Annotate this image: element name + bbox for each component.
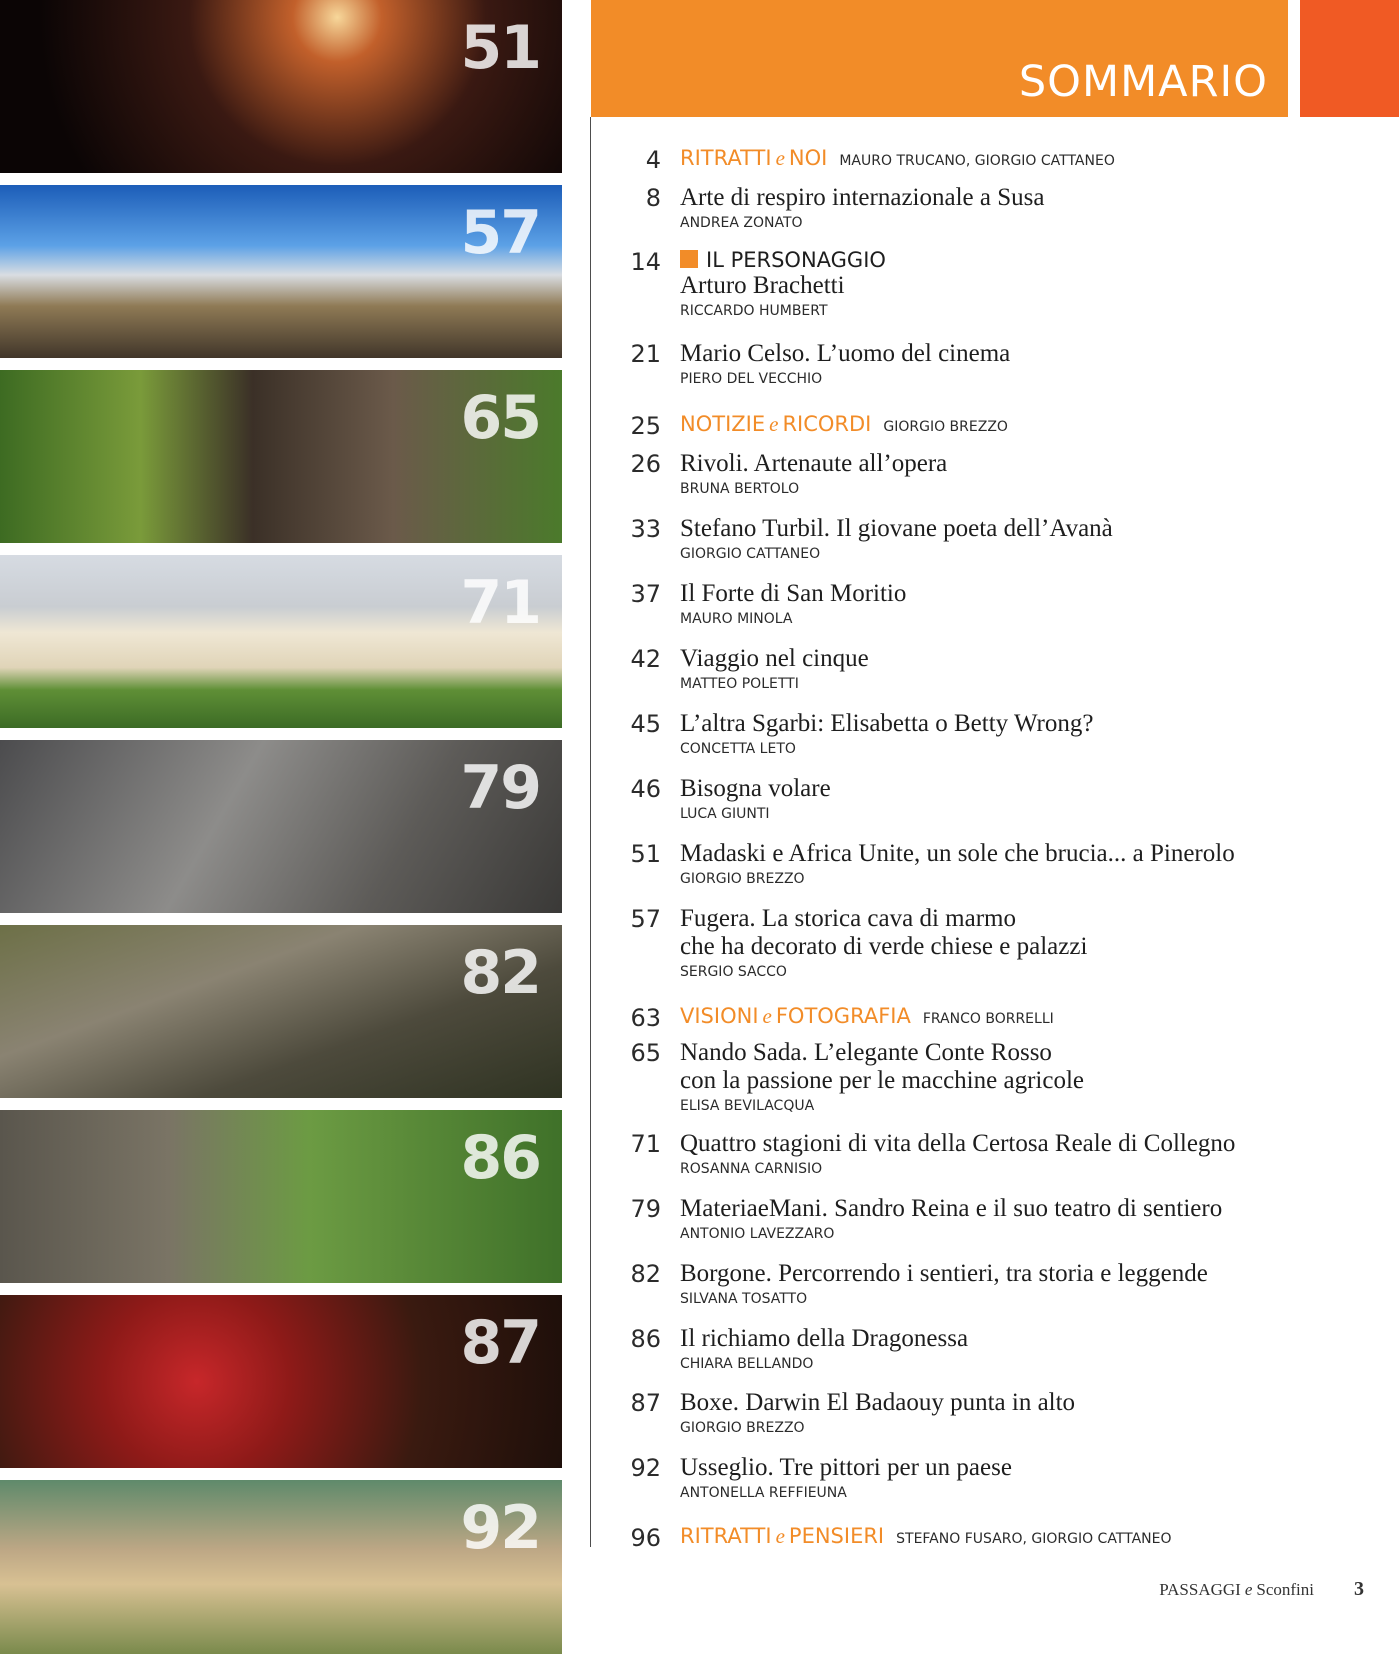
section-e: e [769, 412, 779, 436]
article-author: PIERO DEL VECCHIO [680, 371, 823, 387]
page-number: 92 [630, 1454, 661, 1482]
article-title: Fugera. La storica cava di marmo [680, 905, 1016, 932]
section-name: RITRATTI [680, 1524, 772, 1548]
page-number: 65 [630, 1039, 661, 1067]
page-number: 82 [630, 1260, 661, 1288]
page-number: 86 [630, 1325, 661, 1353]
photo-trail [0, 1110, 562, 1283]
article-author: GIORGIO BREZZO [680, 871, 805, 887]
article-author: RICCARDO HUMBERT [680, 303, 828, 319]
magazine-name: PASSAGGI [1159, 1580, 1241, 1599]
page-number: 25 [630, 412, 661, 440]
page-number: 57 [630, 905, 661, 933]
article-title-line2: che ha decorato di verde chiese e palazzi [680, 933, 1088, 960]
page-number: 4 [645, 146, 661, 174]
kicker-label: IL PERSONAGGIO [706, 248, 886, 272]
section-author: GIORGIO BREZZO [883, 419, 1008, 435]
photo-theatre [0, 740, 562, 913]
photo-page-number: 82 [460, 938, 540, 1008]
photo-stones [0, 925, 562, 1098]
folio-number: 3 [1354, 1578, 1364, 1600]
article-title: Mario Celso. L’uomo del cinema [680, 340, 1011, 367]
page-number: 96 [630, 1524, 661, 1552]
photo-concert [0, 0, 562, 173]
article-title: MateriaeMani. Sandro Reina e il suo teatro di sentiero [680, 1195, 1223, 1222]
page-number: 87 [630, 1389, 661, 1417]
page-number: 71 [630, 1130, 661, 1158]
section-author: FRANCO BORRELLI [922, 1011, 1054, 1027]
article-title: Il Forte di San Moritio [680, 580, 907, 607]
photo-page-number: 51 [460, 13, 540, 83]
page-number: 79 [630, 1195, 661, 1223]
section-name: RITRATTI [680, 146, 772, 170]
photo-page-number: 92 [460, 1493, 540, 1563]
article-title: Nando Sada. L’elegante Conte Rosso [680, 1039, 1052, 1066]
article-author: MATTEO POLETTI [680, 676, 799, 692]
article-author: SERGIO SACCO [680, 964, 787, 980]
page-number: 45 [630, 710, 661, 738]
photo-mountain [0, 185, 562, 358]
magazine-name-2: Sconfini [1256, 1580, 1314, 1599]
article-title: Usseglio. Tre pittori per un paese [680, 1454, 1012, 1481]
article-author: SILVANA TOSATTO [680, 1291, 808, 1307]
article-author: GIORGIO BREZZO [680, 1420, 805, 1436]
article-title: Viaggio nel cinque [680, 645, 869, 672]
page-number: 21 [630, 340, 661, 368]
section-author: MAURO TRUCANO, GIORGIO CATTANEO [839, 153, 1115, 169]
photo-tractor [0, 370, 562, 543]
photo-page-number: 86 [460, 1123, 540, 1193]
article-title: Quattro stagioni di vita della Certosa Reale di Collegno [680, 1130, 1236, 1157]
article-author: ROSANNA CARNISIO [680, 1161, 823, 1177]
section-name: NOI [788, 146, 828, 170]
photo-page-number: 87 [460, 1308, 540, 1378]
page-number: 26 [630, 450, 661, 478]
page-number: 42 [630, 645, 661, 673]
article-author: ANTONELLA REFFIEUNA [680, 1485, 847, 1501]
photo-page-number: 79 [460, 753, 540, 823]
article-title: L’altra Sgarbi: Elisabetta o Betty Wrong? [680, 710, 1094, 737]
article-title: Stefano Turbil. Il giovane poeta dell’Avanà [680, 515, 1113, 542]
article-author: GIORGIO CATTANEO [680, 546, 821, 562]
article-title: Boxe. Darwin El Badaouy punta in alto [680, 1389, 1076, 1416]
article-author: LUCA GIUNTI [680, 806, 770, 822]
article-title: Bisogna volare [680, 775, 831, 802]
photo-page-number: 71 [460, 568, 540, 638]
table-of-contents [591, 0, 1399, 1654]
section-name: VISIONI [680, 1004, 759, 1028]
section-e: e [775, 146, 785, 170]
page-number: 8 [645, 184, 661, 212]
article-author: ANDREA ZONATO [680, 215, 803, 231]
section-name: PENSIERI [788, 1524, 885, 1548]
article-author: ELISA BEVILACQUA [680, 1098, 815, 1114]
photo-painting [0, 1480, 562, 1654]
article-title: Arte di respiro internazionale a Susa [680, 184, 1045, 211]
article-kicker [680, 248, 1380, 272]
article-title: Madaski e Africa Unite, un sole che brucia... a Pinerolo [680, 840, 1235, 867]
article-author: MAURO MINOLA [680, 611, 793, 627]
page-title: SOMMARIO [1018, 57, 1268, 107]
section-e: e [775, 1524, 785, 1548]
article-author: ANTONIO LAVEZZARO [680, 1226, 835, 1242]
photo-certosa [0, 555, 562, 728]
page-footer [1159, 1578, 1364, 1601]
square-bullet-icon [680, 250, 698, 268]
section-author: STEFANO FUSARO, GIORGIO CATTANEO [896, 1531, 1172, 1547]
section-name: RICORDI [782, 412, 872, 436]
article-author: BRUNA BERTOLO [680, 481, 800, 497]
page-number: 37 [630, 580, 661, 608]
magazine-name-e: e [1244, 1580, 1253, 1599]
article-title-line2: con la passione per le macchine agricole [680, 1067, 1084, 1094]
page-number: 51 [630, 840, 661, 868]
article-title: Rivoli. Artenaute all’opera [680, 450, 948, 477]
article-title: Arturo Brachetti [680, 272, 845, 299]
article-author: CONCETTA LETO [680, 741, 796, 757]
page-number: 14 [630, 248, 661, 276]
page-number: 63 [630, 1004, 661, 1032]
photo-page-number: 57 [460, 198, 540, 268]
section-name: NOTIZIE [680, 412, 766, 436]
photo-page-number: 65 [460, 383, 540, 453]
page-number: 33 [630, 515, 661, 543]
page-number: 46 [630, 775, 661, 803]
article-title: Il richiamo della Dragonessa [680, 1325, 969, 1352]
section-name: FOTOGRAFIA [775, 1004, 911, 1028]
article-title: Borgone. Percorrendo i sentieri, tra storia e leggende [680, 1260, 1208, 1287]
photo-boxing [0, 1295, 562, 1468]
section-e: e [762, 1004, 772, 1028]
article-author: CHIARA BELLANDO [680, 1356, 814, 1372]
